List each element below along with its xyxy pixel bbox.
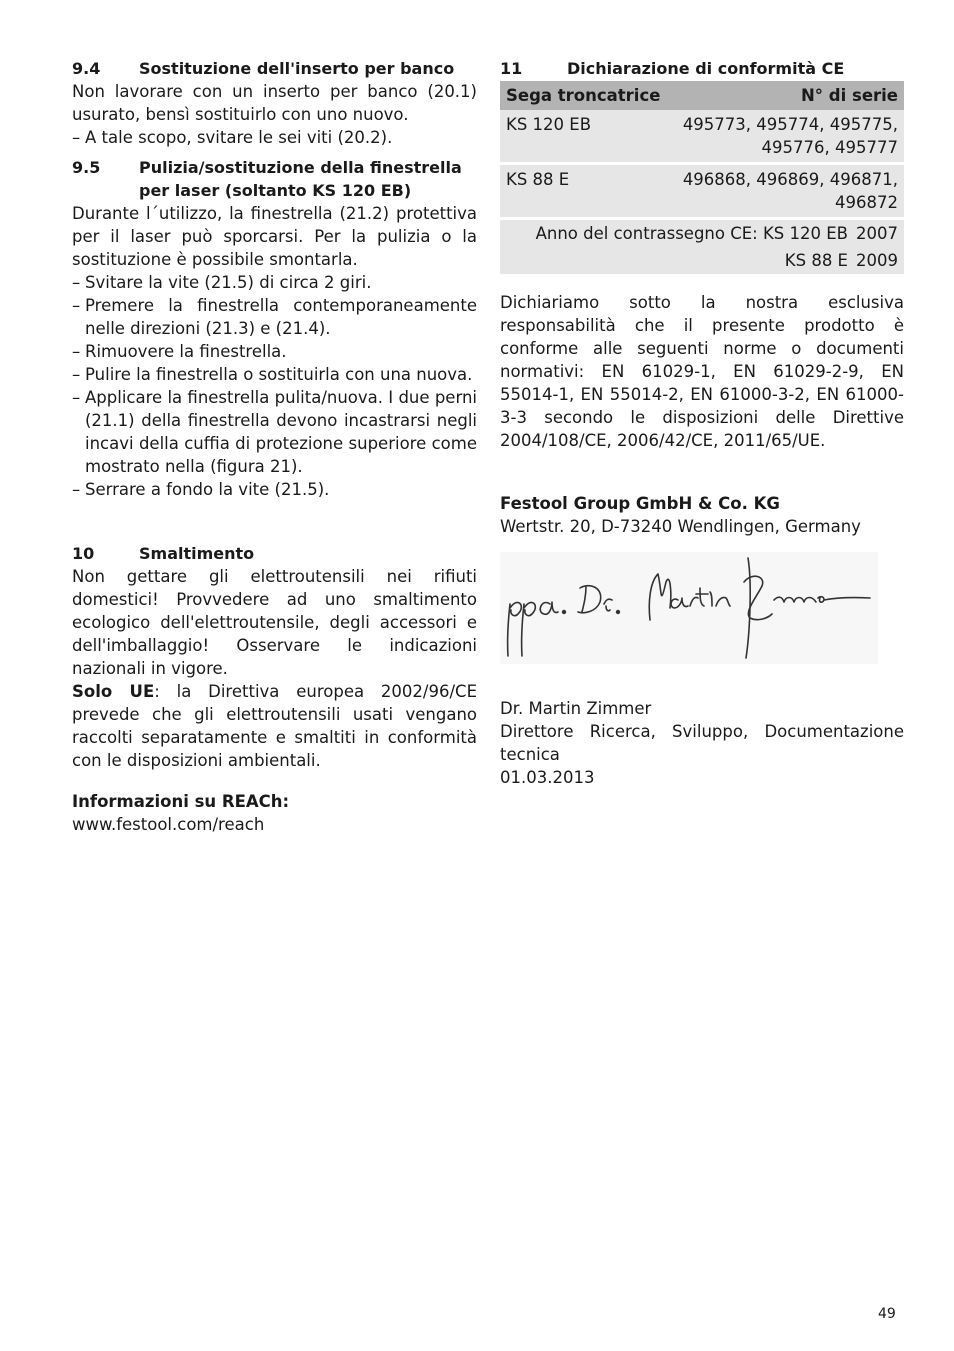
section-title: Dichiarazione di conformità CE — [567, 59, 845, 78]
section-heading — [500, 57, 904, 80]
reach-info — [72, 790, 477, 836]
year-label: Anno del contrassegno CE: — [535, 224, 758, 243]
section-9-4 — [72, 57, 477, 149]
paragraph: Non gettare gli elettroutensili nei rifiuti domestici! Provvedere ad uno smaltimento ecologico dell'elettroutensile, degli accessori e dell'imballaggio! Osservare le indicazioni nazionali in vigore. — [72, 567, 477, 678]
year-value: 2009 — [856, 251, 898, 270]
declaration-text: Dichiariamo sotto la nostra esclusiva responsabilità che il presente prodotto è conforme alle seguenti norme o documenti normativi: EN 61029-1, EN 61029-2-9, EN 55014-1, EN 55014-2, EN 61000-3-2, EN 61000-3-3 secondo le disposizioni delle Direttive 2004/108/CE, 2006/42/CE, 2011/65/UE. — [500, 293, 904, 450]
product-cell: KS 88 E — [500, 164, 671, 219]
instruction-list — [72, 126, 477, 149]
eu-text: : la Direttiva europea 2002/96/CE prevede che gli elettroutensili usati vengano raccolti separatamente e smaltiti in conformità con le disposizioni ambientali. — [72, 682, 477, 770]
section-number: 9.5 — [72, 158, 101, 177]
table-row — [500, 110, 904, 164]
serial-line: 495776, 495777 — [761, 138, 898, 157]
list-item: – Pulire la finestrella o sostituirla con una nuova. — [72, 363, 477, 386]
list-item: – Premere la finestrella contemporaneamente nelle direzioni (21.3) e (21.4). — [72, 294, 477, 340]
paragraph: Durante l´utilizzo, la finestrella (21.2) protettiva per il laser può sporcarsi. Per la pulizia o la sostituzione è possibile smontarla. — [72, 204, 477, 269]
serial-line: 496868, 496869, 496871, — [682, 170, 898, 189]
right-column — [500, 57, 904, 789]
list-item: – A tale scopo, svitare le sei viti (20.2). — [72, 126, 477, 149]
table-row — [500, 164, 904, 219]
page-number: 49 — [878, 1306, 896, 1322]
section-title: Sostituzione dell'inserto per banco — [139, 59, 455, 78]
section-number: 9.4 — [72, 59, 101, 78]
section-number: 10 — [72, 544, 95, 563]
year-cell — [500, 247, 904, 276]
year-value: 2007 — [856, 224, 898, 243]
section-number: 11 — [500, 59, 523, 78]
section-9-5 — [72, 156, 477, 501]
serial-line: 495773, 495774, 495775, — [682, 115, 898, 134]
eu-label: Solo UE — [72, 682, 155, 701]
serial-cell — [671, 164, 904, 219]
list-item: – Rimuovere la finestrella. — [72, 340, 477, 363]
table-header-serial: N° di serie — [671, 81, 904, 110]
section-heading — [72, 542, 477, 565]
signature-drawing — [500, 552, 878, 664]
left-column — [72, 57, 477, 836]
signature-date: 01.03.2013 — [500, 768, 595, 787]
signature-image — [500, 552, 878, 664]
eu-paragraph — [72, 680, 477, 772]
list-item: – Applicare la finestrella pulita/nuova. I due perni (21.1) della finestrella devono incastrarsi negli incavi della cuffia di protezione superiore come mostrato nella (figura 21). — [72, 386, 477, 478]
list-item: – Serrare a fondo la vite (21.5). — [72, 478, 477, 501]
instruction-list — [72, 271, 477, 501]
signer-name: Dr. Martin Zimmer — [500, 699, 652, 718]
table-year-row — [500, 247, 904, 276]
year-model: KS 88 E — [784, 251, 848, 270]
reach-title: Informazioni su REACh: — [72, 792, 290, 811]
conformity-table — [500, 81, 904, 277]
section-title: Smaltimento — [139, 544, 255, 563]
section-heading — [72, 156, 477, 202]
company-address: Wertstr. 20, D-73240 Wendlingen, Germany — [500, 517, 861, 536]
signer-role: Direttore Ricerca, Sviluppo, Documentazione tecnica — [500, 722, 904, 764]
paragraph: Non lavorare con un inserto per banco (20.1) usurato, bensì sostituirlo con uno nuovo. — [72, 82, 477, 124]
serial-line: 496872 — [835, 193, 898, 212]
list-item: – Svitare la vite (21.5) di circa 2 giri. — [72, 271, 477, 294]
table-header-product: Sega troncatrice — [500, 81, 671, 110]
table-header-row — [500, 81, 904, 110]
company-name: Festool Group GmbH & Co. KG — [500, 494, 780, 513]
year-model: KS 120 EB — [762, 224, 848, 243]
section-10 — [72, 542, 477, 772]
table-year-row — [500, 219, 904, 248]
product-cell: KS 120 EB — [500, 110, 671, 164]
serial-cell — [671, 110, 904, 164]
section-title: Pulizia/sostituzione della finestrella per laser (soltanto KS 120 EB) — [139, 158, 462, 200]
reach-link[interactable]: www.festool.com/reach — [72, 815, 265, 834]
year-cell — [500, 219, 904, 248]
section-heading — [72, 57, 477, 80]
